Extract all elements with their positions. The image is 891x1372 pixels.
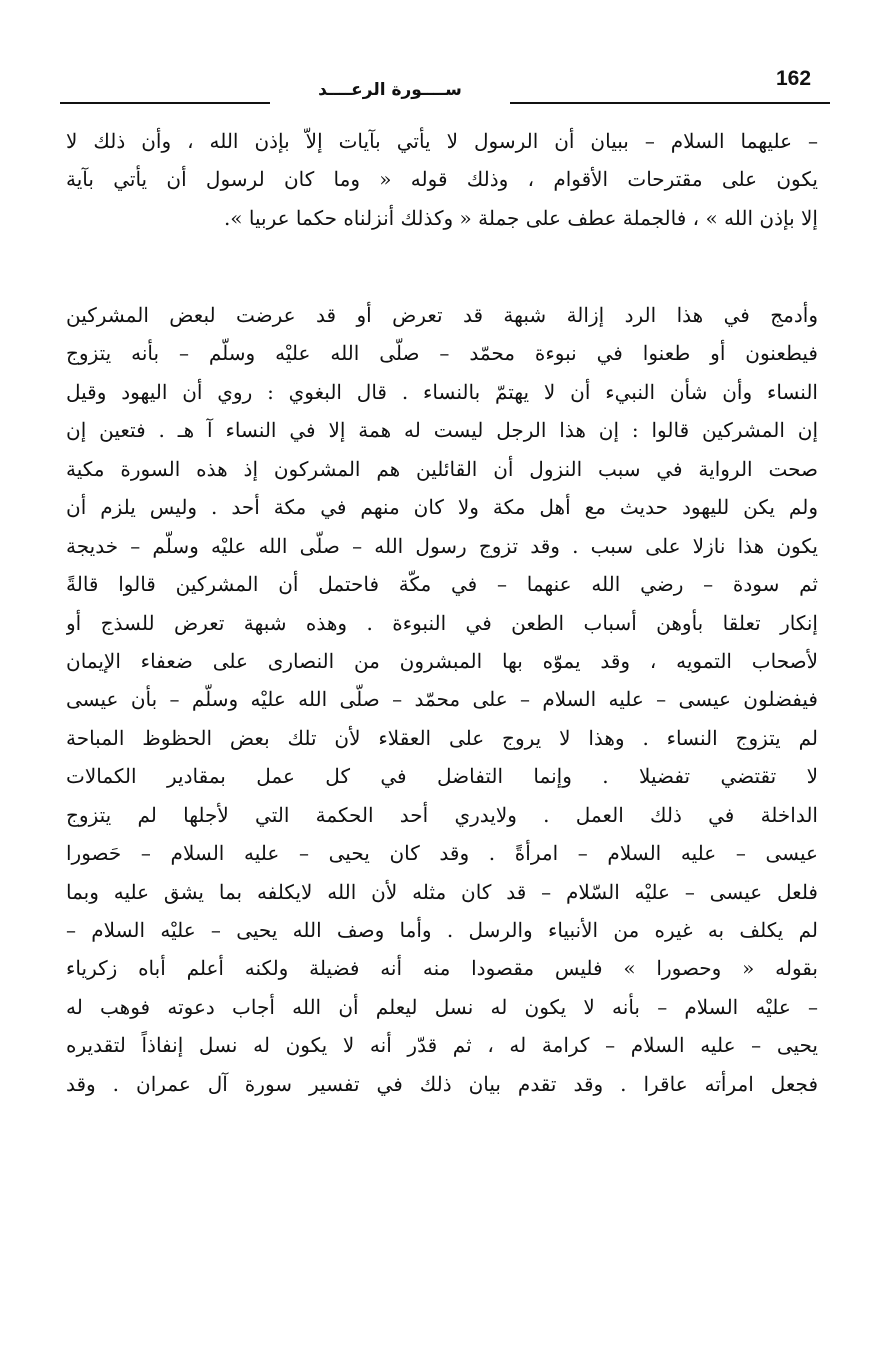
text-line: صحت الرواية في سبب النزول أن القائلين هم المشركون إذ هذه السورة مكية [66, 456, 818, 481]
running-title: ســــورة الرعــــد [318, 80, 462, 100]
text-line: بقوله « وحصورا » فليس مقصودا منه أنه فضيلة ولكنه أعلم أباه زكرياء [66, 956, 818, 981]
text-line: لم يتزوج النساء . وهذا لا يروج على العقلاء لأن تلك بعض الحظوظ المباحة [66, 725, 818, 750]
text-line: فيفضلون عيسى – عليه السلام – على محمّد – صلّى الله عليْه وسلّم – بأن عيسى [66, 687, 818, 712]
text-line: الداخلة في ذلك العمل . ولايدري أحد الحكمة التي لأجلها لم يتزوج [66, 802, 818, 827]
text-line: إن المشركين قالوا : إن هذا الرجل ليست له همة إلا في النساء آ هـ . فتعين إن [66, 418, 818, 443]
header-rule-left [60, 102, 270, 104]
text-line: – عليْه السلام – بأنه لا يكون له نسل ليعلم أن الله أجاب دعوته فوهب له [66, 994, 818, 1019]
text-line: إلا بإذن الله » ، فالجملة عطف على جملة « وكذلك أنزلناه حكما عربيا ». [223, 205, 818, 230]
text-line: فلعل عيسى – عليْه السّلام – قد كان مثله لأن الله لايكلفه بما يشق عليه وبما [66, 879, 818, 904]
text-line: – عليهما السلام – ببيان أن الرسول لا يأتي بآيات إلاّ بإذن الله ، وأن ذلك لا [66, 129, 818, 153]
running-header [60, 74, 830, 108]
text-line: لم يكلف به غيره من الأنبياء والرسل . وأما وصف الله يحيى – عليْه السلام – [66, 918, 818, 942]
text-line: النساء وأن شأن النبيء أن لا يهتمّ بالنساء . قال البغوي : روي أن اليهود وقيل [66, 379, 818, 404]
page-number: 162 [776, 67, 812, 90]
text-line: يكون هذا نازلا على سبب . وقد تزوج رسول الله – صلّى الله عليْه وسلّم – خديجة [66, 533, 818, 558]
text-line: لا تقتضي تفضيلا . وإنما التفاضل في كل عمل بمقادير الكمالات [66, 764, 818, 789]
text-line: يحيى – عليه السلام – كرامة له ، ثم قدّر أنه لا يكون له نسل إنفاذاً لتقديره [66, 1033, 818, 1058]
text-line: ولم يكن لليهود حديث مع أهل مكة ولا كان منهم في مكة أحد . وليس يلزم أن [66, 495, 818, 520]
paragraph-1 [66, 122, 818, 237]
text-line: لأصحاب التمويه ، وقد يموّه بها المبشرون من النصارى على ضعفاء الإيمان [66, 648, 818, 673]
text-line: فجعل امرأته عاقرا . وقد تقدم بيان ذلك في تفسير سورة آل عمران . وقد [66, 1071, 818, 1096]
text-line: يكون على مقترحات الأقوام ، وذلك قوله « وما كان لرسول أن يأتي بآية [66, 167, 818, 192]
text-line: وأدمج في هذا الرد إزالة شبهة قد تعرض أو قد عرضت لبعض المشركين [66, 303, 818, 327]
paragraph-2 [66, 296, 818, 1103]
text-line: فيطعنون أو طعنوا في نبوءة محمّد – صلّى الله عليْه وسلّم – بأنه يتزوج [66, 341, 818, 366]
text-line: ثم سودة – رضي الله عنهما – في مكّة فاحتمل أن المشركين قالوا قالةً [66, 572, 818, 597]
header-rule-right [510, 102, 830, 104]
text-line: إنكار تعلقا بأوهن أسباب الطعن في النبوءة . وهذه شبهة تعرض للسذج أو [66, 610, 818, 635]
text-line: عيسى – عليه السلام – امرأةً . وقد كان يحيى – عليه السلام – حَصورا [66, 841, 818, 866]
